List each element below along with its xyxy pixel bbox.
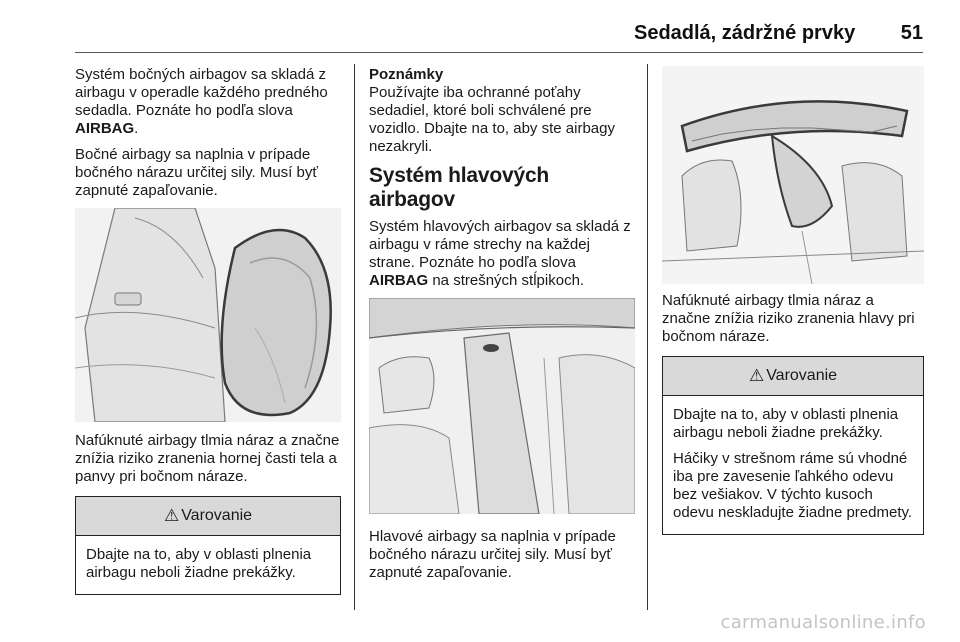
paragraph: Hlavové airbagy sa naplnia v prípade bočného nárazu určitej sily. Musí byť zapnuté zapaľovanie. [369,528,616,581]
note-title: Poznámky [369,66,444,83]
airbag-keyword: AIRBAG [369,272,429,289]
warning-header [76,497,340,536]
section-title: Sedadlá, zádržné prvky [633,22,856,44]
warning-text: Dbajte na to, aby v oblasti plnenia airbagu neboli žiadne prekážky. [86,546,312,581]
page-number: 51 [900,22,923,44]
column-divider [354,64,355,610]
paragraph: Systém hlavových airbagov sa skladá z airbagu v ráme strechy na každej strane. Poznáte ho podľa slova AIRBAG na strešných stĺpikoch. [369,218,631,289]
page-header [75,22,923,52]
warning-triangle-icon: ⚠ [748,366,765,385]
header-rule [75,52,923,53]
warning-title: Varovanie [766,367,838,384]
paragraph: Bočné airbagy sa naplnia v prípade bočného nárazu určitej sily. Musí byť zapnuté zapaľovanie. [75,146,318,199]
paragraph: Systém bočných airbagov sa skladá z airbagu v operadle každého predného sedadla. Poznáte ho podľa slova AIRBAG. [75,66,328,137]
column-3 [662,66,924,535]
warning-body [663,396,923,534]
warning-text: Háčiky v strešnom ráme sú vhodné iba pre zavesenie ľahkého odevu bez vešiakov. V týchto kusoch odevu neskladujte žiadne predmety. [673,450,913,521]
section-heading: Systém hlavových airbagov [369,164,550,211]
warning-box [75,496,341,595]
note-text: Používajte iba ochranné poťahy sedadiel, ktoré boli schválené pre vozidlo. Dbajte na to, aby ste airbagy nezakryli. [369,84,615,155]
warning-triangle-icon: ⚠ [163,506,180,525]
figure-caption: Nafúknuté airbagy tlmia náraz a značne znížia riziko zranenia hlavy pri bočnom náraze. [662,292,915,345]
figure-caption: Nafúknuté airbagy tlmia náraz a značne znížia riziko zranenia hornej časti tela a panvy pri bočnom náraze. [75,432,340,485]
warning-text: Dbajte na to, aby v oblasti plnenia airbagu neboli žiadne prekážky. [673,406,899,441]
warning-body [76,536,340,594]
column-divider [647,64,648,610]
warning-box [662,356,924,535]
warning-title: Varovanie [181,507,253,524]
pillar-airbag-label-illustration [369,298,635,514]
column-1 [75,66,341,595]
watermark: carmanualsonline.info [720,612,926,633]
head-airbag-illustration [662,66,924,284]
warning-header [663,357,923,396]
airbag-keyword: AIRBAG [75,120,135,137]
side-airbag-illustration [75,208,341,422]
column-2 [369,66,635,590]
